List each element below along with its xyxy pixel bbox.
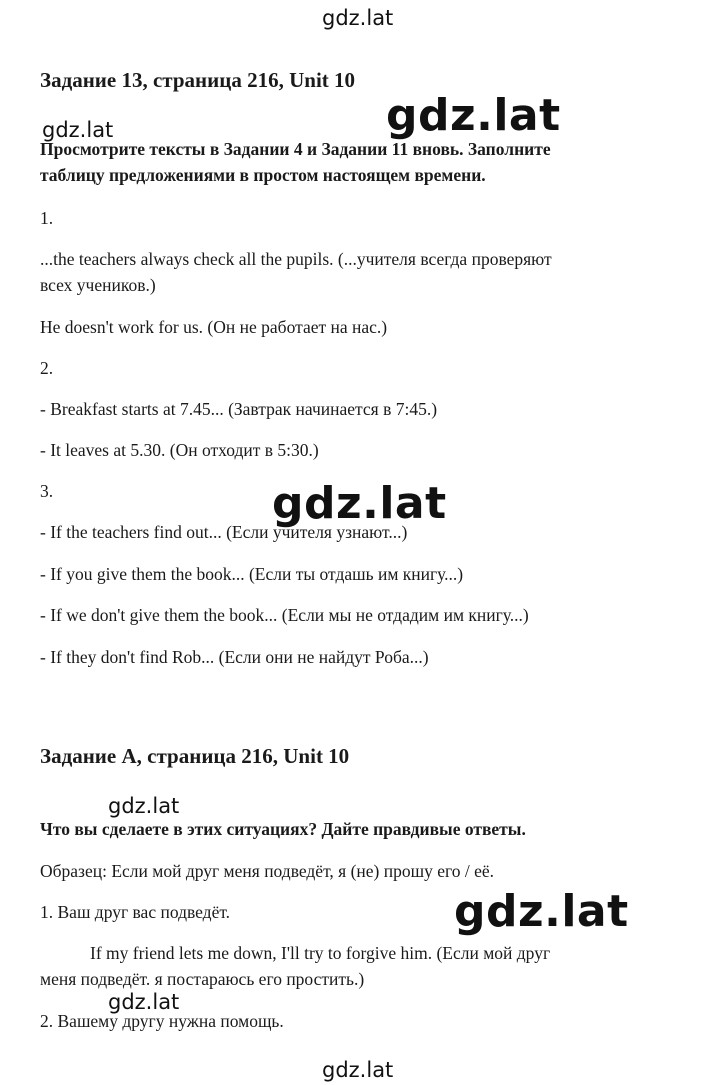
sentence-4: - It leaves at 5.30. (Он отходит в 5:30.) xyxy=(40,440,319,460)
sentence-3: - Breakfast starts at 7.45... (Завтрак начинается в 7:45.) xyxy=(40,399,438,419)
question-1: 1. Ваш друг вас подведёт. xyxy=(40,902,231,922)
task13-instruction-line1: Просмотрите тексты в Задании 4 и Задании 11 вновь. Заполните xyxy=(40,139,551,159)
answer-1-line1: If my friend lets me down, I'll try to forgive him. (Если мой друг xyxy=(90,943,551,963)
sentence-1-line2: всех учеников.) xyxy=(40,275,156,295)
watermark-top: gdz.lat xyxy=(322,6,394,30)
taskA-heading: Задание A, страница 216, Unit 10 xyxy=(40,744,350,768)
item-number-3: 3. xyxy=(40,481,54,501)
item-number-2: 2. xyxy=(40,358,54,378)
sentence-5: - If the teachers find out... (Если учителя узнают...) xyxy=(40,522,408,542)
sentence-2: He doesn't work for us. (Он не работает на нас.) xyxy=(40,317,388,337)
watermark-small-1: gdz.lat xyxy=(42,118,114,142)
watermark-small-2: gdz.lat xyxy=(108,794,180,818)
watermark-bottom: gdz.lat xyxy=(322,1058,394,1082)
watermark-large-3: gdz.lat xyxy=(454,886,629,937)
sentence-8: - If they don't find Rob... (Если они не найдут Роба...) xyxy=(40,647,429,667)
taskA-example: Образец: Если мой друг меня подведёт, я (не) прошу его / её. xyxy=(40,861,494,881)
watermark-small-3: gdz.lat xyxy=(108,990,180,1014)
question-2: 2. Вашему другу нужна помощь. xyxy=(40,1011,284,1031)
watermark-large-2: gdz.lat xyxy=(272,478,447,529)
watermark-large-1: gdz.lat xyxy=(386,90,561,141)
taskA-instruction: Что вы сделаете в этих ситуациях? Дайте правдивые ответы. xyxy=(40,819,526,839)
answer-1-line2: меня подведёт. я постараюсь его простить.) xyxy=(40,969,365,989)
sentence-7: - If we don't give them the book... (Если мы не отдадим им книгу...) xyxy=(40,605,529,625)
item-number-1: 1. xyxy=(40,208,54,228)
task13-heading: Задание 13, страница 216, Unit 10 xyxy=(40,68,356,92)
sentence-6: - If you give them the book... (Если ты отдашь им книгу...) xyxy=(40,564,464,584)
sentence-1-line1: ...the teachers always check all the pupils. (...учителя всегда проверяют xyxy=(40,249,552,269)
task13-instruction-line2: таблицу предложениями в простом настоящем времени. xyxy=(40,165,486,185)
